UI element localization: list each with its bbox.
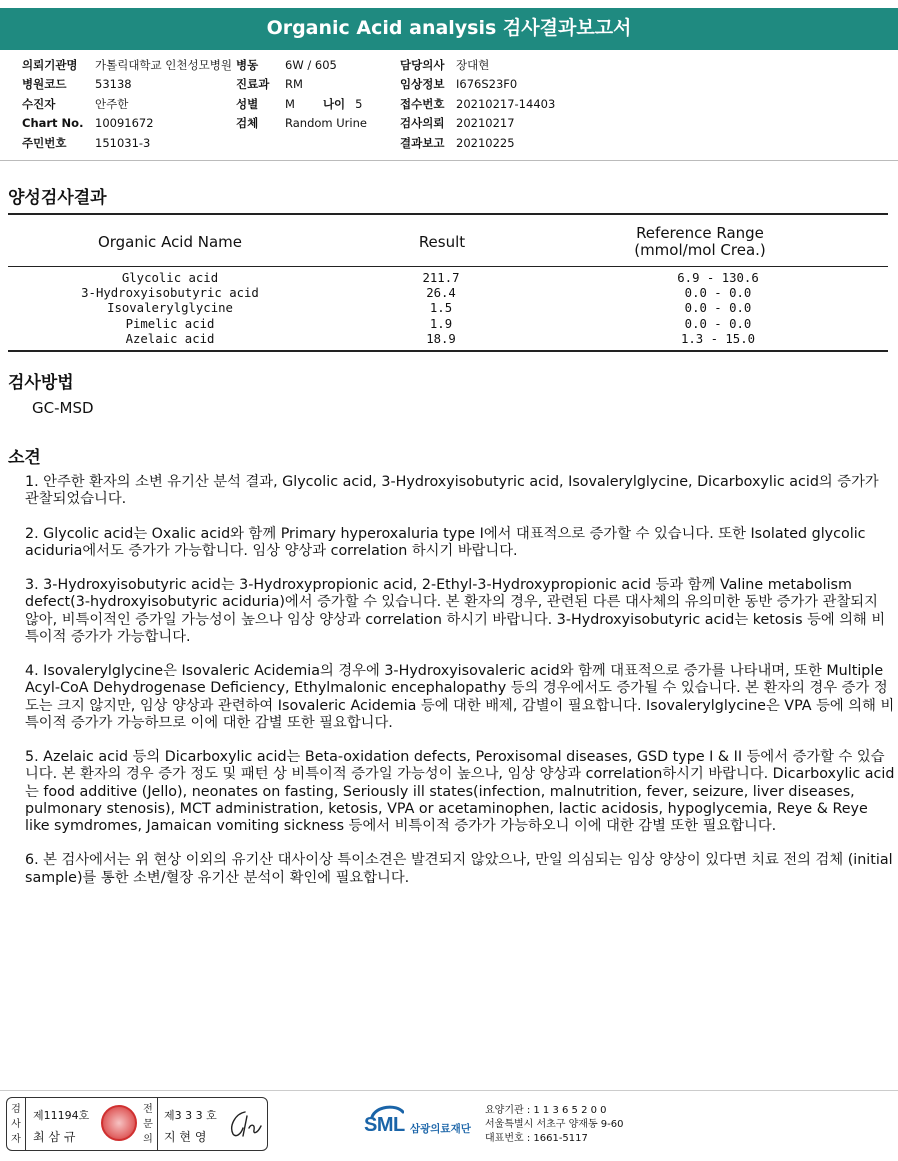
signature-divider: [157, 1098, 158, 1150]
acid-name: 3-Hydroxyisobutyric acid: [81, 286, 259, 301]
acid-reference: 0.0 - 0.0: [684, 286, 752, 301]
findings-title: 소견: [8, 448, 41, 468]
results-table: [8, 271, 888, 347]
header-ref-line1: Reference Range: [636, 224, 764, 242]
info-column-3: [400, 56, 555, 153]
info-label: 진료과: [236, 77, 270, 92]
table-header-rule: [8, 266, 888, 267]
info-value: RM: [285, 77, 303, 92]
title-underline: [0, 48, 898, 50]
acid-result: 1.5: [429, 301, 453, 316]
age-label: 나이: [322, 96, 346, 111]
acid-reference: 1.3 - 15.0: [680, 331, 756, 346]
header-reference-range: [570, 225, 830, 259]
info-value: 장대현: [456, 58, 490, 72]
institution-line: 대표번호 : 1661-5117: [485, 1133, 588, 1144]
acid-result: 26.4: [426, 286, 456, 301]
info-label: Chart No.: [22, 116, 84, 131]
findings-body: [25, 474, 895, 904]
info-label: 접수번호: [400, 96, 445, 111]
info-label: 병동: [236, 58, 259, 72]
info-label: 수진자: [22, 96, 56, 111]
info-label: 임상정보: [400, 77, 445, 92]
acid-reference: 6.9 - 130.6: [677, 271, 759, 285]
table-row: [8, 271, 888, 286]
institution-info: [485, 1104, 624, 1146]
specialist-name: 지 현 영: [164, 1130, 207, 1144]
info-column-1: [22, 56, 232, 153]
table-row: [8, 301, 888, 316]
examiner-name: 최 삼 규: [33, 1130, 76, 1144]
logo-text: SML: [364, 1114, 405, 1136]
method-title: 검사방법: [8, 373, 74, 393]
info-label: 의뢰기관명: [22, 58, 78, 72]
info-label: 검사의뢰: [400, 116, 445, 131]
examiner-label: 검사자: [11, 1104, 21, 1145]
acid-reference: 0.0 - 0.0: [684, 301, 752, 316]
acid-name: Pimelic acid: [125, 316, 215, 331]
info-value: 6W / 605: [285, 58, 337, 72]
info-value: 20210225: [456, 135, 515, 150]
acid-name: Glycolic acid: [121, 271, 219, 285]
finding-paragraph: 6. 본 검사에서는 위 현상 이외의 유기산 대사이상 특이소견은 발견되지 않았으나, 만일 의심되는 임상 양상이 있다면 치료 전의 검체 (initial sample)를 통한 소변/혈장 유기산 분석이 확인에 필요합니다.: [25, 852, 893, 886]
age-value: 5: [355, 96, 363, 111]
table-bottom-rule: [8, 350, 888, 352]
info-value: 가톨릭대학교 인천성모병원: [95, 58, 232, 72]
header-result: Result: [418, 233, 466, 251]
specialist-license: 제3 3 3 호: [164, 1109, 217, 1122]
info-value: Random Urine: [285, 116, 367, 131]
info-value: 151031-3: [95, 135, 151, 150]
finding-paragraph: 4. Isovalerylglycine은 Isovaleric Acidemia의 경우에 3-Hydroxyisovaleric acid와 함께 대표적으로 증가를 나타내며, 또한 Multiple Acyl-CoA Dehydrogenase Deficiency, Ethylmalonic encephalopathy 등의 경우에서도 증가될 수 있습니다. 본 환자의 경우 증가 정도는 크지 않지만, 임상 양상과 관련하여 Isovaleric Acidemia 등에 대한 배제, 감별이 필요합니다. Isovalerylglycine은 VPA 등에 의해 비특이적 증가가 가능하므로 이에 대한 감별 또한 필요합니다.: [25, 663, 895, 731]
method-value: GC-MSD: [32, 399, 94, 417]
finding-paragraph: 2. Glycolic acid는 Oxalic acid와 함께 Primary hyperoxaluria type Ⅰ에서 대표적으로 증가할 수 있습니다. 또한 Isolated glycolic aciduria에서도 증가가 가능합니다. 임상 양상과 correlation 하시기 바랍니다.: [25, 525, 866, 559]
official-seal: [101, 1105, 137, 1141]
acid-result: 1.9: [429, 316, 453, 331]
signature-icon: [225, 1106, 265, 1142]
info-label: 성별: [236, 96, 259, 111]
signature-box: [6, 1097, 268, 1151]
info-value: M: [285, 96, 295, 111]
examiner-license: 제11194호: [33, 1109, 90, 1122]
positive-results-title: 양성검사결과: [8, 188, 107, 208]
info-value: 53138: [95, 77, 132, 92]
acid-result: 18.9: [426, 331, 456, 346]
signature-divider: [25, 1098, 26, 1150]
info-value: 20210217: [456, 116, 515, 131]
info-value: 안주한: [95, 96, 129, 111]
table-row: [8, 286, 888, 301]
header-acid-name: Organic Acid Name: [97, 233, 243, 251]
info-value: I676S23F0: [456, 77, 518, 92]
finding-paragraph: 5. Azelaic acid 등의 Dicarboxylic acid는 Beta-oxidation defects, Peroxisomal diseases, GSD type I & II 등에서 증가할 수 있습니다. 본 환자의 경우 증가 정도 및 패턴 상 비특이적 증가일 가능성이 높으나, 임상 양상과 correlation하시기 바랍니다. Dicarboxylic acid는 food additive (Jello), neonates on fasting, Seriously ill states(infection, malnutrition, fever, seizure, liver diseases, pulmonary stenosis), MCT administration, ketosis, VPA or acetaminophen, lactic acidosis, hypoglycemia, Reye & Reye like symdromes, Jamaican vomiting sickness 등에서 비특이적 증가가 가능하오니 이에 대한 감별 또한 필요합니다.: [25, 749, 895, 834]
info-separator: [0, 160, 898, 161]
acid-name: Isovalerylglycine: [107, 301, 233, 316]
header-ref-line2: (mmol/mol Crea.): [634, 241, 766, 259]
info-label: 병원코드: [22, 77, 67, 92]
acid-reference: 0.0 - 0.0: [684, 316, 752, 331]
info-label: 검체: [236, 116, 259, 131]
acid-name: Azelaic acid: [125, 331, 215, 346]
finding-paragraph: 1. 안주한 환자의 소변 유기산 분석 결과, Glycolic acid, 3-Hydroxyisobutyric acid, Isovalerylglycine, Dicarboxylic acid의 증가가 관찰되었습니다.: [25, 474, 879, 508]
institution-line: 서울특별시 서초구 양재동 9-60: [485, 1119, 624, 1130]
specialist-label: 전문의: [143, 1104, 153, 1145]
institution-line: 요양기관 : 1 1 3 6 5 2 0 0: [485, 1105, 607, 1116]
info-label: 주민번호: [22, 135, 67, 150]
footer-separator: [0, 1090, 898, 1091]
info-value: 20210217-14403: [456, 96, 556, 111]
finding-paragraph: 3. 3-Hydroxyisobutyric acid는 3-Hydroxypropionic acid, 2-Ethyl-3-Hydroxypropionic acid 등과 함께 Valine metabolism defect(3-hydroxyisobutyric aciduria)에서 증가할 수 있습니다. 본 환자의 경우, 관련된 다른 대사체의 유의미한 동반 증가가 관찰되지 않아, 비특이적인 증가일 가능성이 높으나 임상 양상과 correlation 하시기 바랍니다. 3-Hydroxyisobutyric acid는 ketosis 등에 의해 비특이적 증가가 가능합니다.: [25, 577, 886, 645]
report-title: Organic Acid analysis 검사결과보고서: [0, 8, 898, 48]
info-label: 담당의사: [400, 58, 445, 72]
table-top-rule: [8, 213, 888, 215]
logo-subtitle: 삼광의료재단: [410, 1123, 471, 1135]
table-row: [8, 332, 888, 347]
info-label: 결과보고: [400, 135, 445, 150]
info-value: 10091672: [95, 116, 154, 131]
table-row: [8, 317, 888, 332]
acid-result: 211.7: [422, 271, 460, 285]
info-column-2: [236, 56, 367, 134]
